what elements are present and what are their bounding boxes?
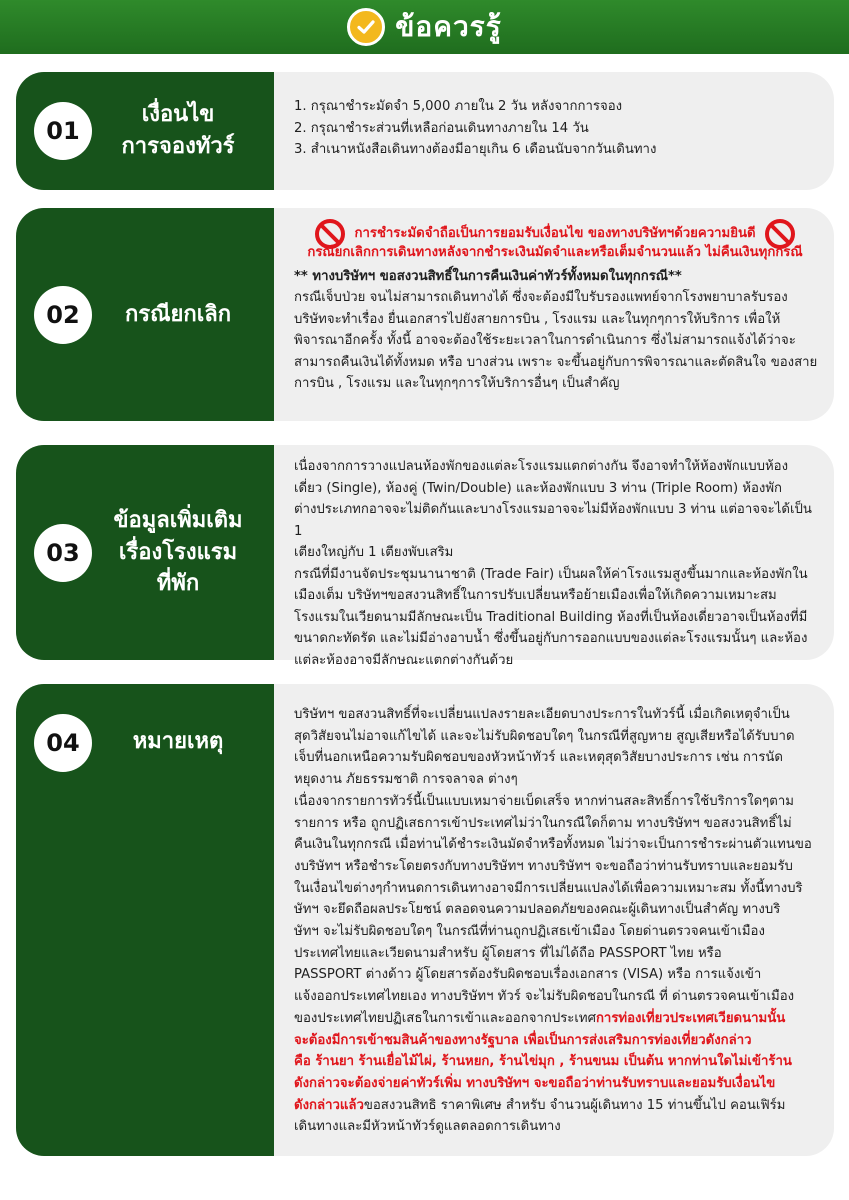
section-remarks xyxy=(16,684,834,1156)
text-line: ในเงื่อนไขต่างๆกำหนดการเดินทางอาจมีการเปลี่ยนแปลงได้เพื่อความเหมาะสม ทั้งนี้ทางบริ xyxy=(294,880,803,896)
warning-text: กรณียกเลิกการเดินทางหลังจากชำระเงินมัดจำและหรือเต็มจำนวนแล้ว ไม่คืนเงินทุกกรณี xyxy=(307,245,803,260)
text-line: เจ็บที่นอกเหนือความรับผิดชอบของหัวหน้าทัวร์ และเหตุสุดวิสัยบางประการ เช่น การนัด xyxy=(294,750,783,766)
section-content-panel xyxy=(274,208,834,421)
section-title xyxy=(92,726,274,758)
text-line: บริษัทฯ ขอสงวนสิทธิ์ที่จะเปลี่ยนแปลงรายละเอียดบางประการในทัวร์นี้ เมื่อเกิดเหตุจำเป็น xyxy=(294,707,790,722)
section-label-panel xyxy=(16,445,274,660)
text-line xyxy=(294,1095,820,1117)
section-number: 01 xyxy=(34,102,92,160)
text-line: PASSPORT ต่างด้าว ผู้โดยสารต้องรับผิดชอบเรื่องเอกสาร (VISA) หรือ การแจ้งเข้า xyxy=(294,967,762,983)
highlight-text: คือ ร้านยา ร้านเยื่อไม้ไผ่, ร้านหยก, ร้านไข่มุก , ร้านขนม เป็นต้น หากท่านใดไม่เข้าร้าน xyxy=(294,1054,792,1070)
section-content-panel xyxy=(274,445,834,668)
text-line: ษัทฯ จะยึดถือผลประโยชน์ ตลอดจนความปลอดภัยของคณะผู้เดินทางเป็นสำคัญ ทางบริ xyxy=(294,902,781,918)
section-cancellation xyxy=(16,208,834,421)
highlight-text: การท่องเที่ยวประเทศเวียดนามนั้น xyxy=(595,1010,786,1026)
text-line: ต่างประเภทกอาจจะไม่ติดกันและบางโรงแรมอาจจะไม่มีห้องพักแบบ 3 ท่าน แต่อาจจะได้เป็น 1 xyxy=(294,502,812,539)
text-line: แต่ละห้องอาจมีลักษณะแตกต่างกันด้วย xyxy=(294,652,514,668)
section-booking-conditions xyxy=(16,72,834,190)
text-line: เดี่ยว (Single), ห้องคู่ (Twin/Double) และห้องพักแบบ 3 ท่าน (Triple Room) ห้องพัก xyxy=(294,480,783,496)
cancellation-details xyxy=(282,287,828,395)
text-segment: ของประเทศไทยปฏิเสธในการเข้าและออกจากประเทศ xyxy=(294,1010,596,1026)
section-number: 04 xyxy=(34,714,92,772)
text-line: โรงแรมในเวียดนามมีลักษณะเป็น Traditional Building ห้องที่เป็นห้องเดี่ยวอาจเป็นห้องที่มี xyxy=(294,609,808,625)
remarks-content xyxy=(294,704,820,1138)
warning-text: การชำระมัดจำถือเป็นการยอมรับเงื่อนไข ของทางบริษัทฯด้วยความยินดี xyxy=(354,226,756,242)
text-line: บริษัทจะทำเรื่อง ยื่นเอกสารไปยังสายการบิน , โรงแรม และในทุกๆการให้บริการ เพื่อให้ xyxy=(294,311,781,327)
list-item: 3. สำเนาหนังสือเดินทางต้องมีอายุเกิน 6 เดือนนับจากวันเดินทาง xyxy=(294,142,657,157)
highlight-text: ดังกล่าวจะต้องจ่ายค่าทัวร์เพิ่ม ทางบริษัทฯ จะขอถือว่าท่านรับทราบและยอมรับเงื่อนไข xyxy=(294,1075,776,1091)
text-line: การบิน , โรงแรม และในทุกๆการให้บริการอื่นๆ เป็นสำคัญ xyxy=(294,376,620,391)
section-title-line: การจองทัวร์ xyxy=(121,134,235,159)
section-number: 02 xyxy=(34,286,92,344)
section-hotel-info xyxy=(16,445,834,668)
highlight-text: ดังกล่าวแล้ว xyxy=(294,1097,364,1113)
text-line: สุดวิสัยจนไม่อาจแก้ไขได้ และจะไม่รับผิดชอบใดๆ ในกรณีที่สูญหาย สูญเสียหรือได้รับบาด xyxy=(294,728,795,744)
list-item: 1. กรุณาชำระมัดจำ 5,000 ภายใน 2 วัน หลังจากการจอง xyxy=(294,99,623,114)
text-line: ขนาดกะทัดรัด และไม่มีอ่างอาบน้ำ ซึ่งขึ้นอยู่กับการออกแบบของแต่ละโรงแรมนั้นๆ และห้อง xyxy=(294,631,808,646)
section-label-panel xyxy=(16,208,274,421)
check-badge-icon xyxy=(347,8,385,46)
section-title-line: เรื่องโรงแรม xyxy=(118,539,238,565)
section-title-line: กรณียกเลิก xyxy=(124,301,232,327)
highlight-text: จะต้องมีการเข้าชมสินค้าของทางรัฐบาล เพื่อเป็นการส่งเสริมการท่องเที่ยวดังกล่าว xyxy=(294,1032,752,1048)
text-line: เนื่องจากรายการทัวร์นี้เป็นแบบเหมาจ่ายเบ็ดเสร็จ หากท่านสละสิทธิ์การใช้บริการใดๆตาม xyxy=(294,793,794,809)
section-content-panel xyxy=(274,72,834,190)
hotel-info-content xyxy=(294,456,820,671)
section-title-line: ที่พัก xyxy=(156,571,200,597)
booking-terms-list xyxy=(294,96,820,161)
text-line: งบริษัทฯ หรือชำระโดยตรงกับทางบริษัทฯ ทางบริษัทฯ จะขอถือว่าท่านรับทราบและยอมรับ xyxy=(294,858,793,874)
refund-notice: ** ทางบริษัทฯ ขอสงวนสิทธิ์ในการคืนเงินค่าทัวร์ทั้งหมดในทุกกรณี** xyxy=(294,268,682,284)
text-line: คืนเงินในทุกกรณี เมื่อท่านได้ชำระเงินมัดจำหรือทั้งหมด ไม่ว่าจะเป็นการชำระผ่านตัวแทนขอ xyxy=(294,837,812,853)
section-title xyxy=(92,299,274,331)
text-line: กรณีเจ็บป่วย จนไม่สามารถเดินทางได้ ซึ่งจะต้องมีใบรับรองแพทย์จากโรงพยาบาลรับรอง xyxy=(294,290,788,305)
cancellation-content xyxy=(282,218,828,395)
text-line: เตียงใหญ่กับ 1 เตียงพับเสริม xyxy=(294,545,454,560)
text-line: พิจารณาอีกครั้ง ทั้งนี้ อาจจะต้องใช้ระยะเวลาในการดำเนินการ ซึ่งไม่สามารถแจ้งได้ว่าจะ xyxy=(294,333,796,348)
text-line: กรณีที่มีงานจัดประชุมนานาชาติ (Trade Fair) เป็นผลให้ค่าโรงแรมสูงขึ้นมากและห้องพักใน xyxy=(294,566,808,582)
text-line: แจ้งออกประเทศไทยเอง ทางบริษัทฯ ทัวร์ จะไม่รับผิดชอบในกรณี ที่ ด่านตรวจคนเข้าเมือง xyxy=(294,989,795,1005)
text-line: เนื่องจากการวางแปลนห้องพักของแต่ละโรงแรมแตกต่างกัน จึงอาจทำให้ห้องพักแบบห้อง xyxy=(294,459,789,474)
section-title-line: ข้อมูลเพิ่มเติม xyxy=(113,507,243,533)
text-line xyxy=(294,1008,820,1030)
text-segment: ขอสงวนสิทธิ ราคาพิเศษ สำหรับ จำนวนผู้เดินทาง 15 ท่านขึ้นไป คอนเฟิร์ม xyxy=(363,1097,786,1113)
text-line: ษัทฯ จะไม่รับผิดชอบใดๆ ในกรณีที่ท่านถูกปฏิเสธเข้าเมือง โดยด่านตรวจคนเข้าเมือง xyxy=(294,924,765,940)
section-content-panel xyxy=(274,684,834,1156)
text-line: สามารถคืนเงินได้ทั้งหมด หรือ บางส่วน เพราะ จะขึ้นอยู่กับการพิจารณาและตัดสินใจ ของสาย xyxy=(294,354,818,370)
list-item: 2. กรุณาชำระส่วนที่เหลือก่อนเดินทางภายใน 14 วัน xyxy=(294,120,589,136)
section-title-line: หมายเหตุ xyxy=(132,729,224,754)
section-number: 03 xyxy=(34,524,92,582)
page-title: ข้อควรรู้ xyxy=(395,10,502,43)
page-header xyxy=(0,0,849,54)
section-label-panel xyxy=(16,684,274,1156)
text-line: หยุดงาน ภัยธรรมชาติ การจลาจล ต่างๆ xyxy=(294,772,518,788)
section-title xyxy=(92,99,274,163)
section-title xyxy=(92,505,274,601)
section-title-line: เงื่อนไข xyxy=(141,102,215,128)
text-line: รายการ หรือ ถูกปฏิเสธการเข้าประเทศไม่ว่าในกรณีใดก็ตาม ทางบริษัทฯ ขอสงวนสิทธิ์ไม่ xyxy=(294,815,792,831)
text-line: ประเทศไทยและเวียดนามสำหรับ ผู้โดยสาร ที่ไม่ได้ถือ PASSPORT ไทย หรือ xyxy=(294,945,722,961)
text-line: เมืองเต็ม บริษัทฯขอสงวนสิทธิ์ในการปรับเปลี่ยนหรือย้ายเมืองเพื่อให้เกิดความเหมาะสม xyxy=(294,588,777,603)
text-line: เดินทางและมีหัวหน้าทัวร์ดูแลตลอดการเดินทาง xyxy=(294,1119,561,1135)
section-label-panel xyxy=(16,72,274,190)
